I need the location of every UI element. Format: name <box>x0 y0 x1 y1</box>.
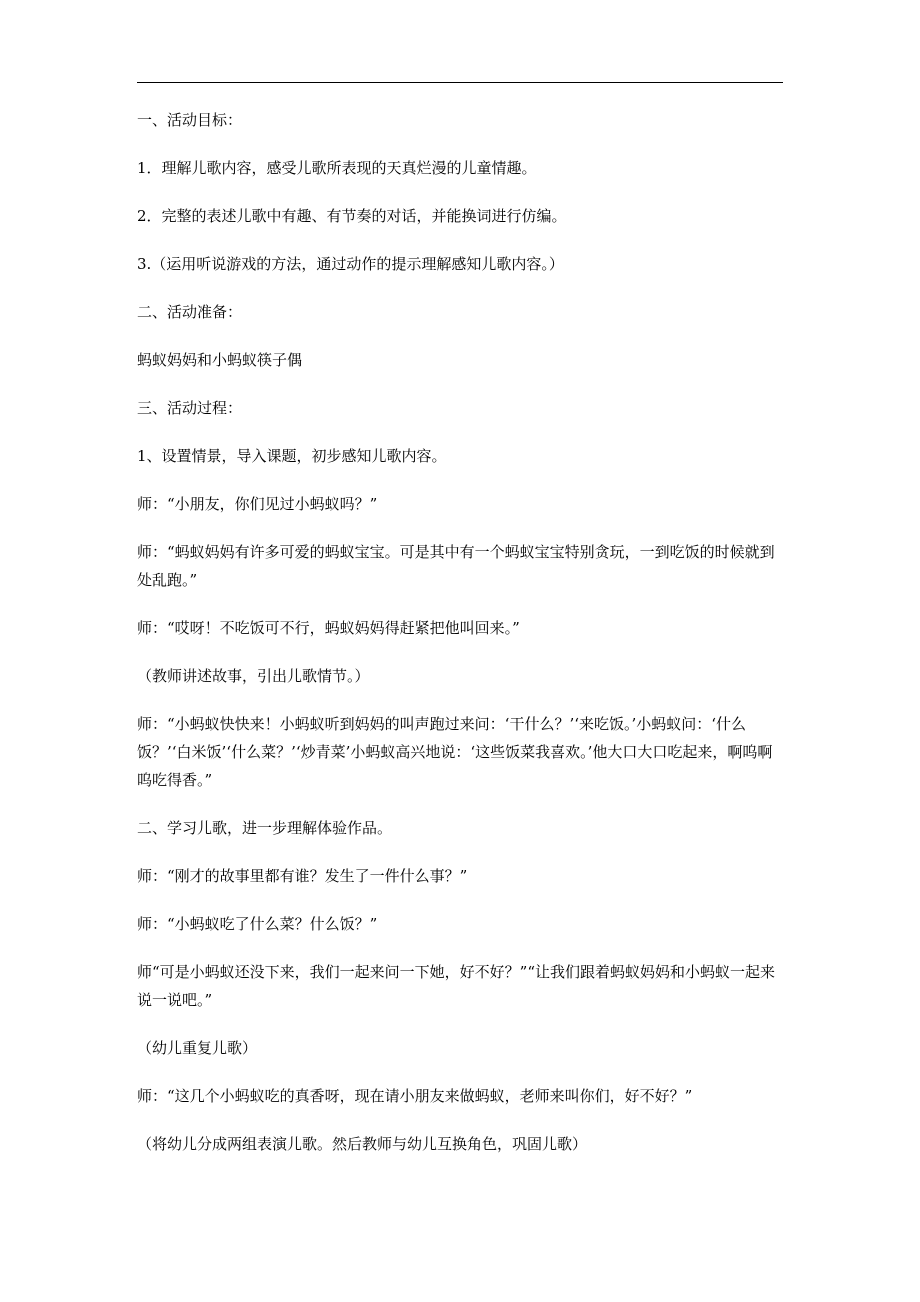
section-heading-process: 三、活动过程： <box>137 399 243 417</box>
goal-item-3: 3.（运用听说游戏的方法，通过动作的提示理解感知儿歌内容。） <box>137 255 564 273</box>
teacher-line: 师：“小蚂蚁吃了什么菜？什么饭？” <box>137 915 378 933</box>
goal-item-1: 1．理解儿歌内容，感受儿歌所表现的天真烂漫的儿童情趣。 <box>137 159 537 177</box>
teacher-line: 师：“哎呀！不吃饭可不行，蚂蚁妈妈得赶紧把他叫回来。” <box>137 619 520 637</box>
stage-note: （教师讲述故事，引出儿歌情节。） <box>137 667 370 685</box>
goal-item-2: 2．完整的表述儿歌中有趣、有节奏的对话，并能换词进行仿编。 <box>137 207 567 225</box>
section-heading-goals: 一、活动目标： <box>137 111 243 129</box>
stage-note: （将幼儿分成两组表演儿歌。然后教师与幼儿互换角色，巩固儿歌） <box>137 1135 588 1153</box>
stage-note: （幼儿重复儿歌） <box>137 1039 258 1057</box>
document-body <box>137 106 787 1178</box>
teacher-line: 师“可是小蚂蚁还没下来，我们一起来问一下她，好不好？”“让我们跟着蚂蚁妈妈和小蚂蚁一起来说一说吧。” <box>137 963 776 1009</box>
section-heading-preparation: 二、活动准备： <box>137 303 243 321</box>
teacher-line: 师：“这几个小蚂蚁吃的真香呀，现在请小朋友来做蚂蚁，老师来叫你们，好不好？” <box>137 1087 693 1105</box>
teacher-line: 师：“小朋友，你们见过小蚂蚁吗？” <box>137 495 378 513</box>
teacher-story: 师：“小蚂蚁快快来！小蚂蚁听到妈妈的叫声跑过来问：‘干什么？’‘来吃饭。’小蚂蚁问：‘什么饭？’‘白米饭’‘什么菜？’‘炒青菜’小蚂蚁高兴地说：‘这些饭菜我喜欢。’他大口大口吃起来，啊呜啊呜吃得香。” <box>137 715 773 789</box>
section-heading-learning: 二、学习儿歌，进一步理解体验作品。 <box>137 819 393 837</box>
header-rule <box>137 82 783 83</box>
process-step-1: 1、设置情景，导入课题，初步感知儿歌内容。 <box>137 447 447 465</box>
teacher-line: 师：“蚂蚁妈妈有许多可爱的蚂蚁宝宝。可是其中有一个蚂蚁宝宝特别贪玩，一到吃饭的时候就到处乱跑。” <box>137 543 775 589</box>
teacher-line: 师：“刚才的故事里都有谁？发生了一件什么事？” <box>137 867 468 885</box>
preparation-text: 蚂蚁妈妈和小蚂蚁筷子偶 <box>137 351 303 369</box>
